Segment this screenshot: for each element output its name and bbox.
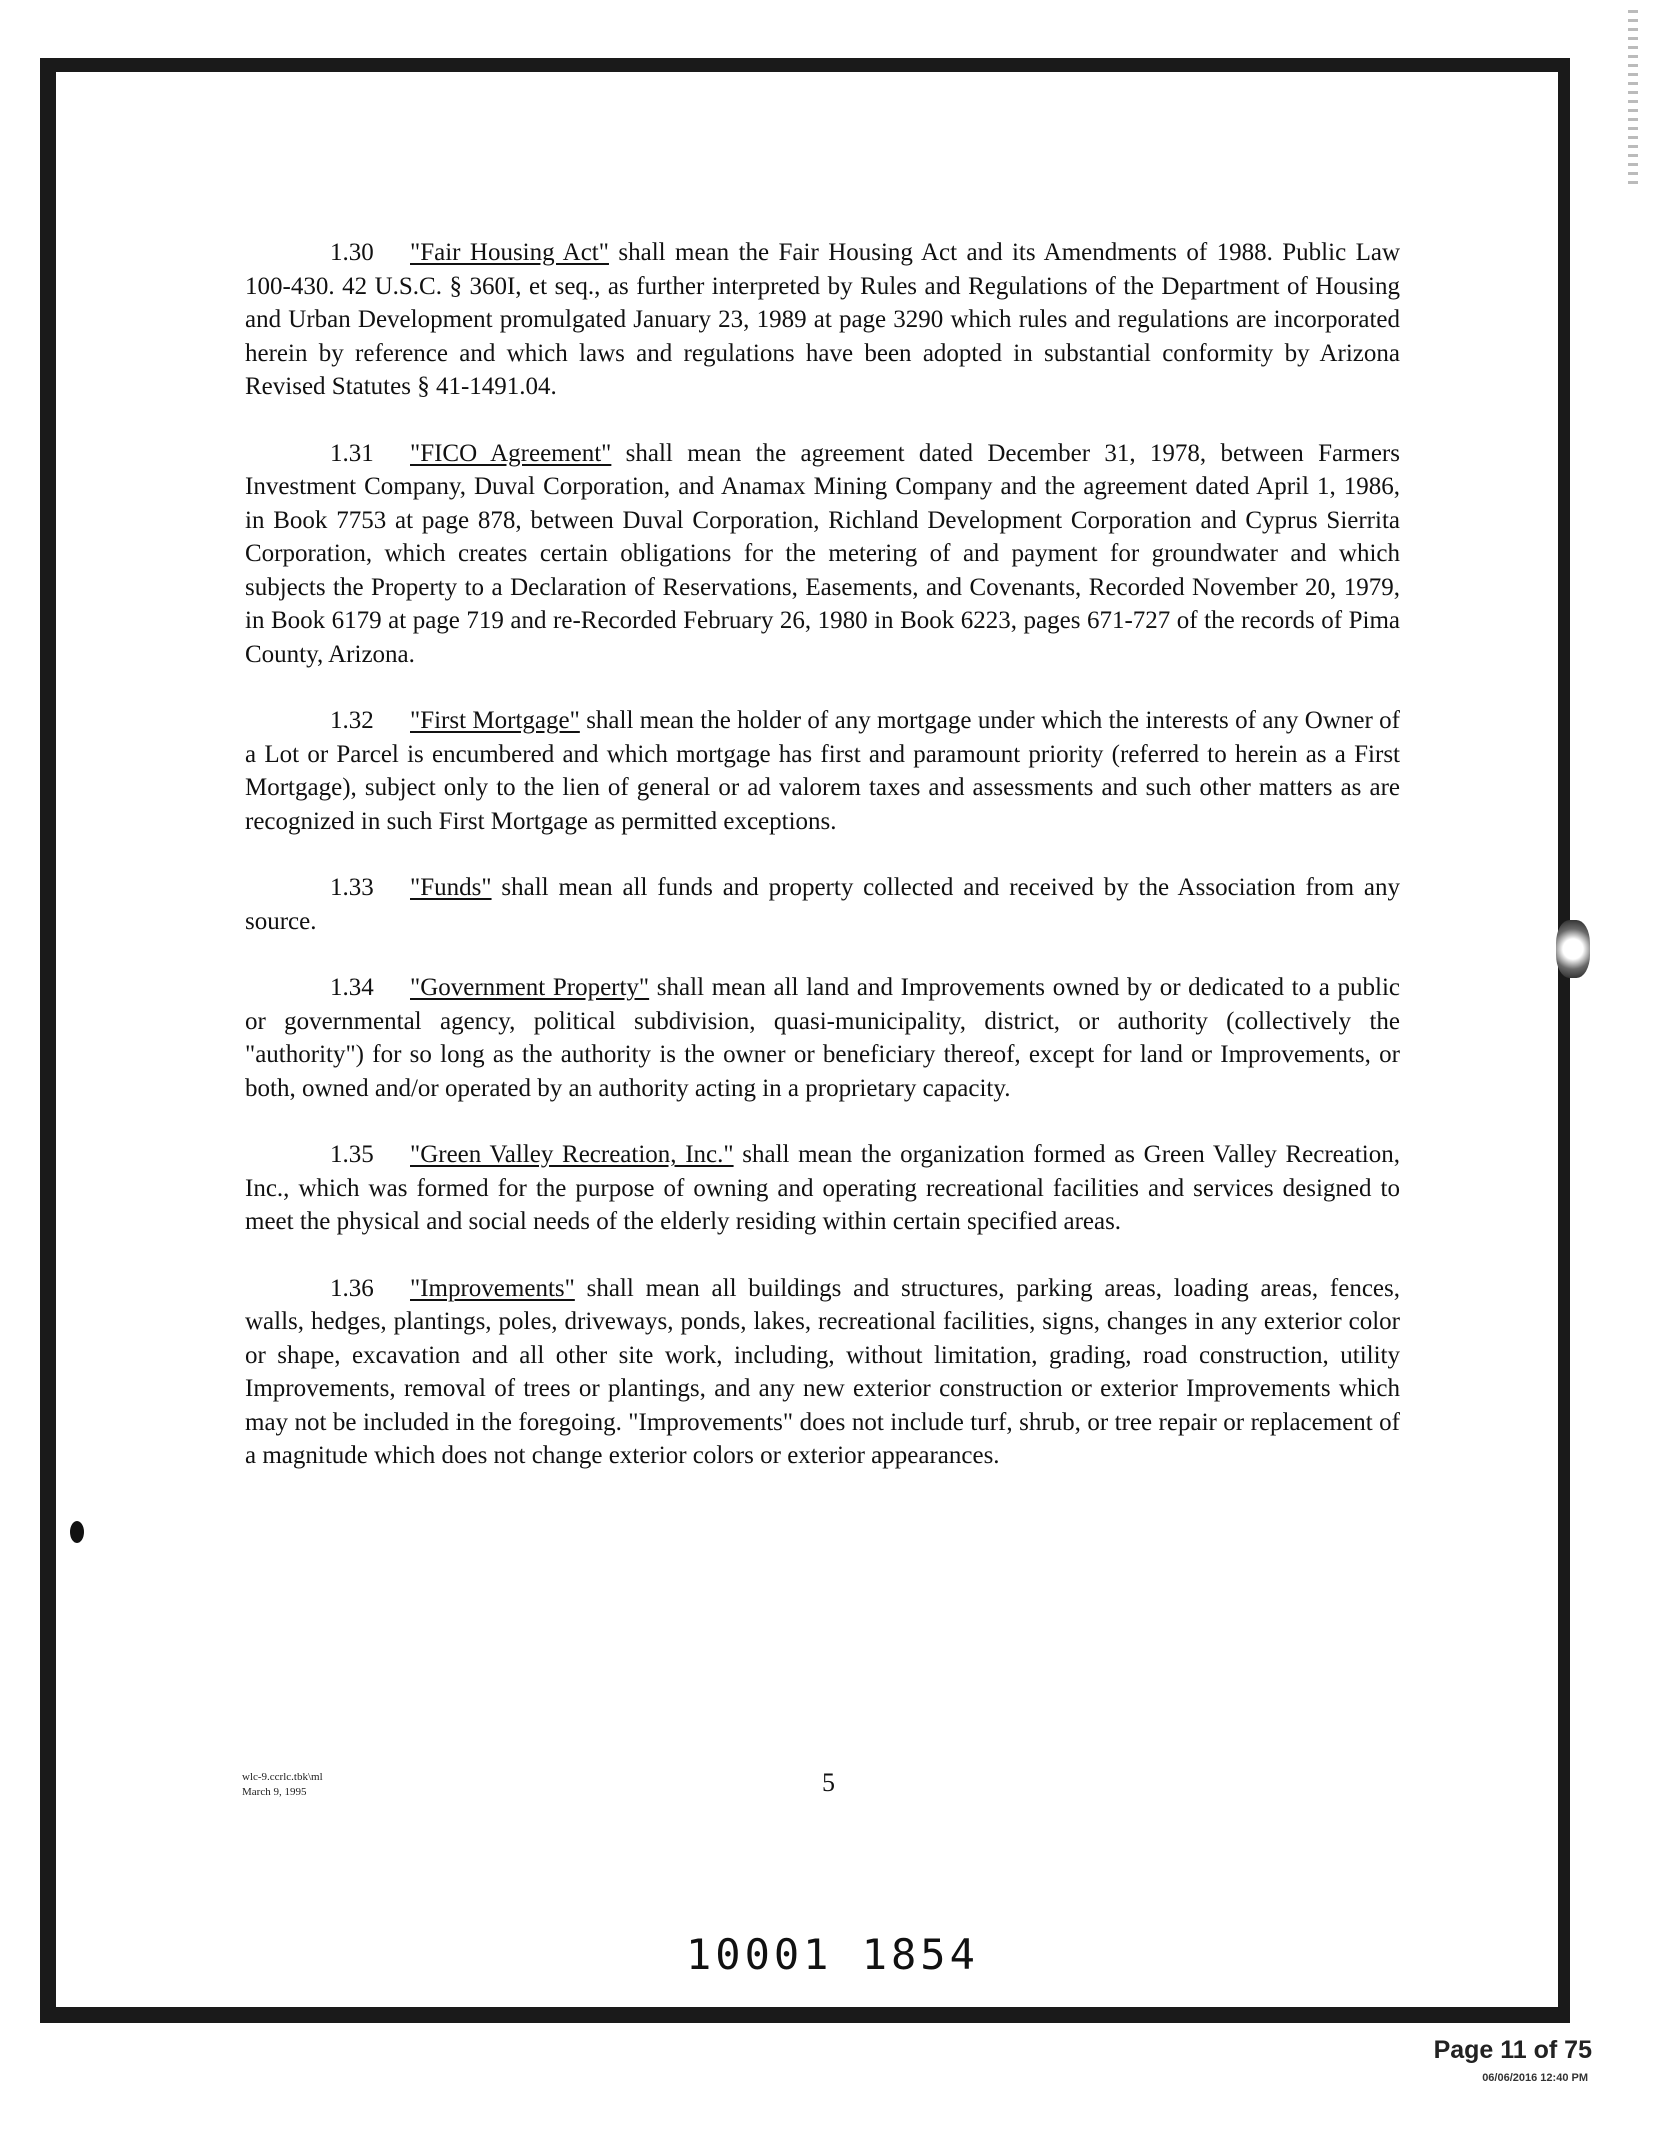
definition-text: shall mean the organization formed as Green Valley Recreation, Inc., which was formed for the purpose of owning and operating recreational facilities and services designed to meet the physical and social needs of the elderly residing within certain specified areas.: [245, 1141, 1400, 1235]
document-body: [245, 236, 1400, 1506]
defined-term: "Government Property": [410, 974, 650, 1001]
section-number: 1.34: [330, 974, 374, 1001]
definition-text: shall mean the agreement dated December 31, 1978, between Farmers Investment Company, Duval Corporation, and Anamax Mining Company and the agreement dated April 1, 1986, in Book 7753 at page 878, between Duval Corporation, Richland Development Corporation and Cyprus Sierrita Corporation, which creates certain obligations for the metering of and payment for groundwater and which subjects the Property to a Declaration of Reservations, Easements, and Covenants, Recorded November 20, 1979, in Book 6179 at page 719 and re-Recorded February 26, 1980 in Book 6223, pages 671-727 of the records of Pima County, Arizona.: [245, 439, 1400, 668]
defined-term: "Funds": [410, 874, 492, 901]
definition-text: shall mean all buildings and structures, parking areas, loading areas, fences, walls, hedges, plantings, poles, driveways, ponds, lakes, recreational facilities, signs, changes in any exterior color or shape, excavation and all other site work, including, without limitation, grading, road construction, utility Improvements, removal of trees or plantings, and any new exterior construction or exterior Improvements which may not be included in the foregoing. "Improvements" does not include turf, shrub, or tree repair or replacement of a magnitude which does not change exterior colors or exterior appearances.: [245, 1274, 1400, 1469]
definition-1-34: [245, 971, 1400, 1105]
definition-1-35: [245, 1138, 1400, 1239]
definition-text: shall mean all land and Improvements owned by or dedicated to a public or governmental agency, political subdivision, quasi-municipality, district, or authority (collectively the "authority") for so long as the authority is the owner or beneficiary thereof, except for land or Improvements, or both, owned and/or operated by an authority acting in a proprietary capacity.: [245, 974, 1400, 1102]
definition-text: shall mean the holder of any mortgage under which the interests of any Owner of a Lot or Parcel is encumbered and which mortgage has first and paramount priority (referred to herein as a First Mortgage), subject only to the lien of general or ad valorem taxes and assessments and such other matters as are recognized in such First Mortgage as permitted exceptions.: [245, 707, 1401, 835]
document-page-number: 5: [822, 1768, 835, 1797]
footer-file-info: [242, 1770, 323, 1800]
definition-1-30: [245, 236, 1400, 404]
definition-1-32: [245, 704, 1400, 838]
definition-1-31: [245, 437, 1400, 672]
section-number: 1.30: [330, 239, 374, 266]
file-code: wlc-9.ccrlc.tbk\ml: [242, 1771, 323, 1783]
defined-term: "First Mortgage": [410, 707, 580, 734]
page-indicator: Page 11 of 75: [1433, 2036, 1592, 2064]
scan-edge-marks: [1628, 10, 1638, 190]
definition-text: shall mean all funds and property collected and received by the Association from any source.: [245, 874, 1400, 935]
timestamp: 06/06/2016 12:40 PM: [1482, 2072, 1588, 2084]
recording-number: 10001 1854: [686, 1930, 979, 1979]
defined-term: "Fair Housing Act": [410, 239, 609, 266]
definition-1-36: [245, 1272, 1400, 1473]
section-number: 1.32: [330, 707, 374, 734]
section-number: 1.36: [330, 1274, 374, 1302]
defined-term: "Improvements": [410, 1274, 575, 1302]
punch-mark: [70, 1521, 84, 1543]
binding-hole-mark: [1556, 920, 1590, 978]
definition-1-33: [245, 871, 1400, 938]
definition-text: shall mean the Fair Housing Act and its Amendments of 1988. Public Law 100-430. 42 U.S.C. § 360I, et seq., as further interpreted by Rules and Regulations of the Department of Housing and Urban Development promulgated January 23, 1989 at page 3290 which rules and regulations are incorporated herein by reference and which laws and regulations have been adopted in substantial conformity by Arizona Revised Statutes § 41-1491.04.: [245, 239, 1400, 400]
defined-term: "FICO Agreement": [410, 439, 612, 467]
section-number: 1.35: [330, 1141, 374, 1168]
file-date: March 9, 1995: [242, 1786, 307, 1798]
section-number: 1.31: [330, 439, 374, 467]
defined-term: "Green Valley Recreation, Inc.": [410, 1141, 734, 1168]
section-number: 1.33: [330, 874, 374, 901]
